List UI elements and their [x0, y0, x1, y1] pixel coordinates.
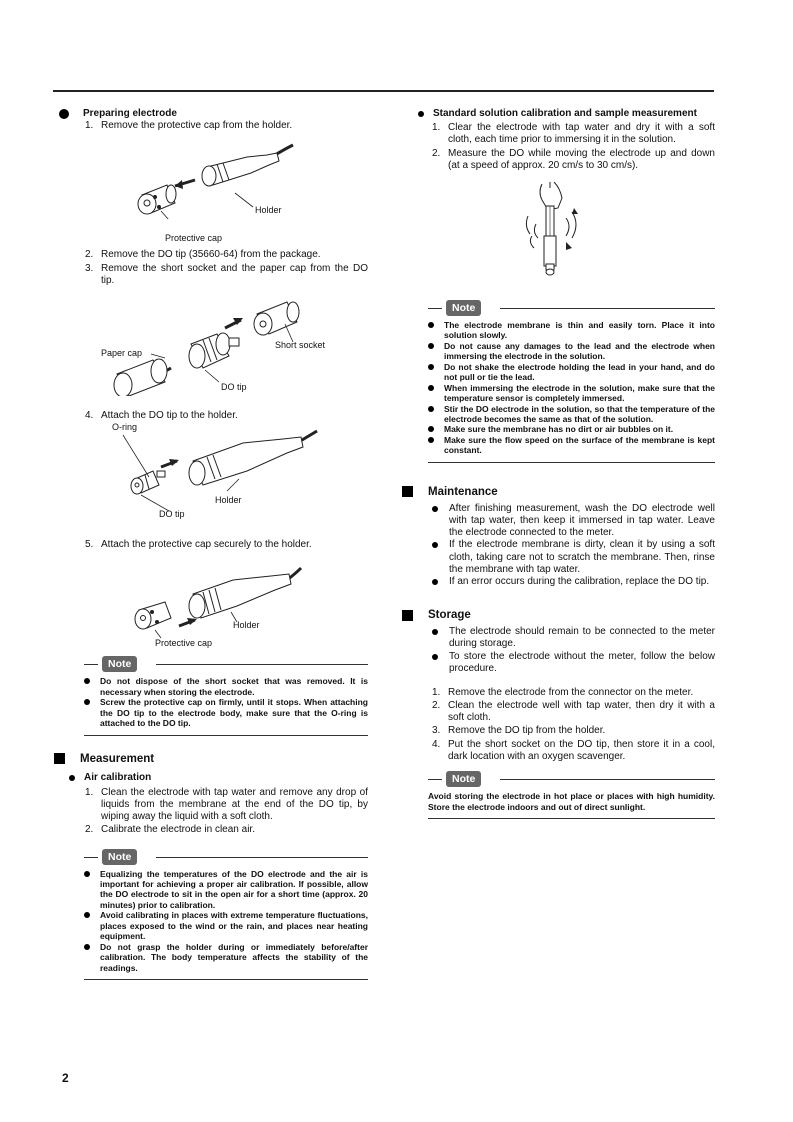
figure-attach-tip: [57, 423, 368, 531]
storage-list: [432, 626, 715, 675]
attach-cap-illustration: [57, 552, 368, 646]
note-box: [84, 849, 368, 981]
left-column: [57, 108, 368, 980]
preparing-steps-d: [85, 539, 368, 551]
step: 3. Remove the short socket and the paper cap from the DO tip.: [85, 262, 368, 286]
step: 3. Remove the DO tip from the holder.: [432, 725, 606, 737]
storage-heading: Storage: [402, 608, 715, 622]
electrode-cap-illustration: [57, 133, 368, 219]
standard-steps: [432, 122, 715, 172]
step: 4. Put the short socket on the DO tip, then store it in a cool, dark location with an oxygen scavenger.: [432, 738, 715, 762]
right-column: [402, 108, 715, 819]
list-item: If an error occurs during the calibration, replace the DO tip.: [432, 576, 715, 588]
square-bullet-icon: [402, 486, 413, 497]
note-badge: Note: [102, 656, 137, 672]
note-box: [428, 300, 715, 463]
stirring-illustration: [402, 178, 715, 298]
label-do-tip: DO tip: [221, 381, 247, 392]
step: 1. Remove the protective cap from the holder.: [85, 120, 293, 132]
list-item: If the electrode membrane is dirty, clean it by using a soft cloth, taking care not to scratch the membrane. Then, rinse the membrane with tap water.: [432, 539, 715, 576]
note-item: Do not cause any damages to the lead and the electrode when immersing the electrode in the solution.: [428, 341, 715, 362]
page-number: 2: [62, 1071, 69, 1085]
list-item: The electrode should remain to be connected to the meter during storage.: [432, 626, 715, 650]
note-item: Make sure the membrane has no dirt or air bubbles on it.: [428, 424, 715, 434]
label-holder: Holder: [233, 620, 260, 631]
label-do-tip: DO tip: [159, 509, 185, 520]
step: 2. Calibrate the electrode in clean air.: [85, 824, 255, 836]
list-item: To store the electrode without the meter, follow the below procedure.: [432, 651, 715, 675]
note-item: Avoid calibrating in places with extreme temperature fluctuations, places exposed to the wind or the rain, and places near heating equipment.: [84, 910, 368, 941]
step: 1. Clear the electrode with tap water and dry it with a soft cloth, each time prior to immersing it in the solution.: [432, 122, 715, 146]
air-calibration-heading: Air calibration: [57, 772, 368, 784]
label-holder: Holder: [255, 205, 282, 216]
figure-attach-cap: [57, 552, 368, 649]
note-badge: Note: [102, 849, 137, 865]
figure-remove-cap: [57, 133, 368, 244]
bullet-icon: [418, 111, 424, 117]
note-item: Do not dispose of the short socket that was removed. It is necessary when storing the electrode.: [84, 676, 368, 697]
label-holder: Holder: [215, 495, 242, 506]
preparing-steps-a: [85, 120, 368, 132]
note-item: Make sure the flow speed on the surface of the membrane is kept constant.: [428, 435, 715, 456]
label-protective-cap: Protective cap: [155, 638, 213, 649]
maintenance-list: [432, 503, 715, 588]
note-badge: Note: [446, 771, 481, 787]
step: 1. Clean the electrode with tap water and remove any drop of liquids from the membrane at the end of the DO tip, by wiping away the liquid with a soft cloth.: [85, 786, 368, 823]
square-bullet-icon: [402, 610, 413, 621]
note-box: [84, 656, 368, 735]
measurement-steps: [85, 787, 368, 837]
step: 2. Clean the electrode well with tap water, then dry it with a soft cloth.: [432, 700, 715, 724]
note-item: Equalizing the temperatures of the DO electrode and the air is important for achieving a proper air calibration. If possible, allow the DO electrode to sit in the open air for a short time (approx. 20 minutes) prior to calibration.: [84, 869, 368, 911]
maintenance-heading: Maintenance: [402, 485, 715, 499]
label-paper-cap: Paper cap: [101, 347, 143, 358]
step: 2. Remove the DO tip (35660-64) from the package.: [85, 249, 321, 261]
label-short-socket: Short socket: [275, 339, 326, 350]
note-box: [428, 771, 715, 819]
note-item: When immersing the electrode in the solution, make sure that the temperature sensor is completely immersed.: [428, 383, 715, 404]
standard-heading: Standard solution calibration and sample measurement: [402, 108, 715, 120]
bullet-icon: [59, 109, 69, 119]
storage-steps: [432, 687, 715, 763]
step: 4. Attach the DO tip to the holder.: [85, 409, 238, 421]
label-o-ring: O-ring: [112, 422, 138, 433]
header-rule: [53, 90, 714, 92]
figure-stirring: [402, 178, 715, 298]
note-item: Do not shake the electrode holding the lead in your hand, and do not pull or tie the lead.: [428, 362, 715, 383]
note-item: The electrode membrane is thin and easily torn. Place it into solution slowly.: [428, 320, 715, 341]
square-bullet-icon: [54, 753, 65, 764]
measurement-heading: Measurement: [54, 752, 368, 766]
list-item: After finishing measurement, wash the DO electrode well with tap water, then keep it immersed in tap water. Leave the electrode connected to the meter.: [432, 503, 715, 540]
preparing-steps-b: [85, 249, 368, 287]
note-item: Do not grasp the holder during or immediately before/after calibration. The body temperature affects the stability of the readings.: [84, 942, 368, 973]
bullet-icon: [69, 775, 75, 781]
note-item: Stir the DO electrode in the solution, so that the temperature of the electrode becomes the same as that of the solution.: [428, 404, 715, 425]
note-text: Avoid storing the electrode in hot place or places with high humidity. Store the electrode indoors and out of direct sunlight.: [428, 791, 715, 812]
step: 5. Attach the protective cap securely to the holder.: [85, 539, 312, 551]
figure-do-tip-parts: [57, 288, 368, 396]
attach-tip-illustration: [57, 423, 368, 531]
step: 1. Remove the electrode from the connector on the meter.: [432, 686, 694, 698]
preparing-heading: Preparing electrode: [59, 108, 368, 120]
preparing-steps-c: [85, 410, 368, 422]
note-badge: Note: [446, 300, 481, 316]
step: 2. Measure the DO while moving the electrode up and down (at a speed of approx. 20 cm/s to 30 cm/s).: [432, 147, 715, 171]
note-item: Screw the protective cap on firmly, until it stops. When attaching the DO tip to the electrode body, make sure that the O-ring is attached to the DO tip.: [84, 697, 368, 728]
label-protective-cap: Protective cap: [165, 233, 223, 244]
